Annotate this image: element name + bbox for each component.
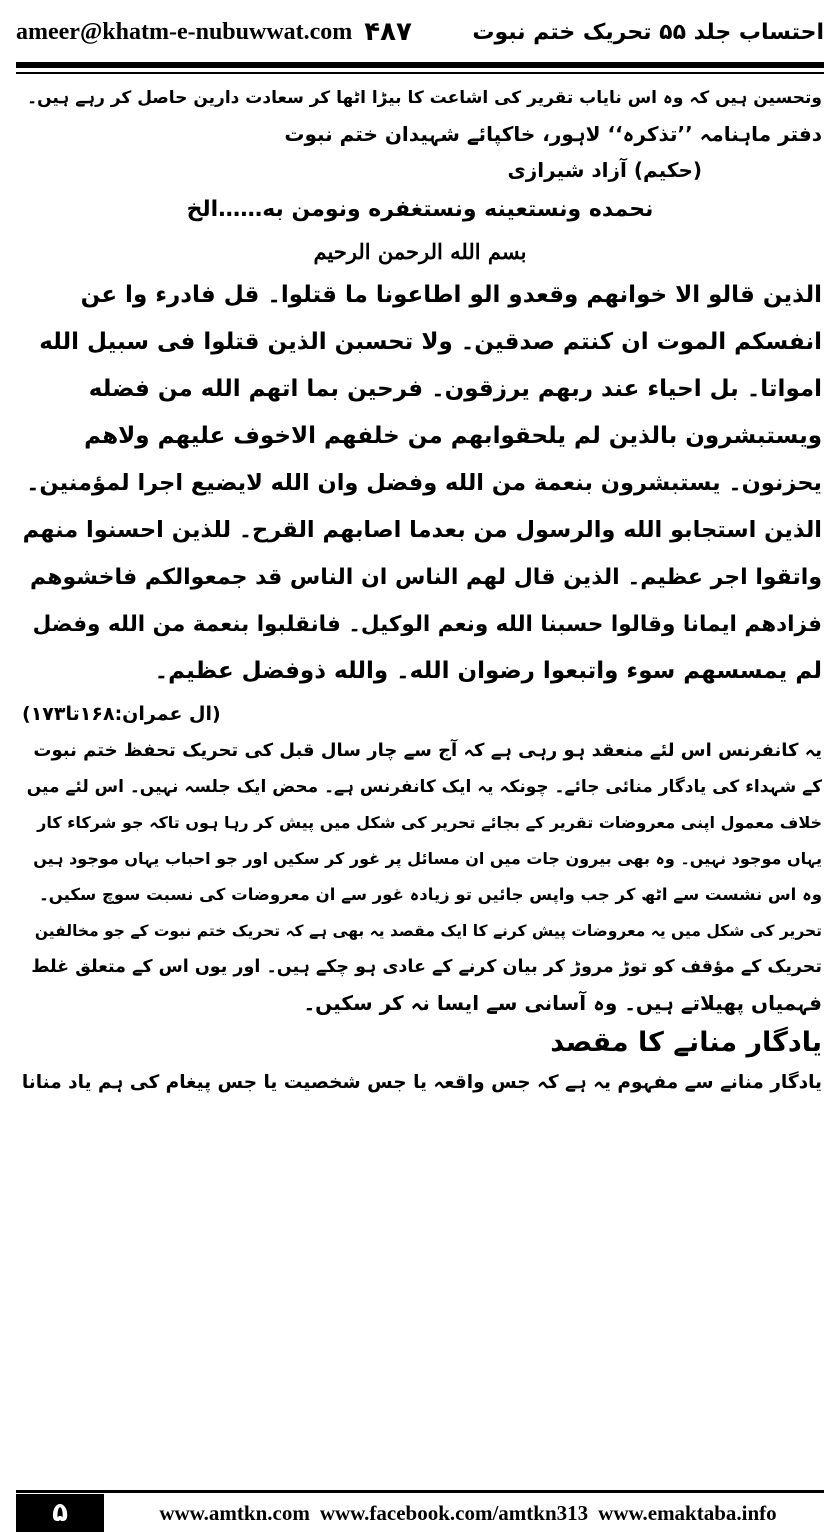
footer-link-facebook[interactable]: www.facebook.com/amtkn313: [319, 1500, 589, 1525]
body-line: یہاں موجود نہیں۔ وہ بھی بیرون جات میں ان مسائل پر غور کر سکیں اور جو احباب یہاں موجود ہیں: [33, 849, 822, 868]
intro-signature: (حکیم) آزاد شیرازی: [507, 158, 702, 182]
basmala: بسم الله الرحمن الرحيم: [313, 239, 527, 264]
footer-links: [112, 1494, 824, 1532]
body-line: خلاف معمول اپنی معروضات تقریر کے بجائے تحریر کی شکل میں پیش کر رہا ہوں تاکہ جو شرکاء کار: [37, 813, 822, 832]
body-line: کے شہداء کی یادگار منائی جائے۔ چونکہ یہ ایک کانفرنس ہے۔ محض ایک جلسہ نہیں۔ اس لئے میں: [26, 777, 822, 797]
intro-line: وتحسین ہیں کہ وہ اس نایاب تقریر کی اشاعت کا بیڑا اٹھا کر سعادت دارین حاصل کر رہے ہیں۔: [27, 88, 822, 108]
body-line: تحریک کے مؤقف کو توڑ مروڑ کر بیان کرنے کے عادی ہو چکے ہیں۔ اور یوں اس کے متعلق غلط: [31, 957, 822, 977]
ayat-line: فزادهم ايمانا وقالوا حسبنا الله ونعم الوكيل۔ فانقلبوا بنعمة من الله وفضل: [32, 612, 822, 637]
last-line: یادگار منانے سے مفہوم یہ ہے کہ جس واقعہ یا جس شخصیت یا جس پیغام کی ہم یاد منانا: [21, 1072, 822, 1093]
footer-page-number: ۵: [16, 1494, 104, 1532]
header-rule-thick: [16, 62, 824, 68]
section-heading: یادگار منانے کا مقصد: [550, 1027, 822, 1058]
page-header: [16, 8, 824, 56]
header-page-number: ۴۸۷: [364, 17, 412, 47]
intro-office: دفتر ماہنامہ ’’تذکرہ‘‘ لاہور، خاکپائے شہیدان ختم نبوت: [284, 122, 822, 146]
body-line: فہمیاں پھیلاتے ہیں۔ وہ آسانی سے ایسا نہ کر سکیں۔: [303, 991, 822, 1015]
ayat-line: الذين قالو الا خوانهم وقعدو الو اطاعونا ما قتلوا۔ قل فادرء وا عن: [80, 282, 822, 308]
ayat-line: يحزنون۔ يستبشرون بنعمة من الله وفضل وان الله لايضيع اجرا لمؤمنين۔: [26, 470, 822, 496]
header-book-title: احتساب جلد ۵۵ تحریک ختم نبوت: [472, 19, 824, 45]
page-footer: [16, 1490, 824, 1534]
body-paragraph: [18, 733, 822, 1021]
ayat-line: الذين استجابو الله والرسول من بعدما اصابهم القرح۔ للذين احسنوا منهم: [22, 517, 822, 543]
ayat-line: امواتا۔ بل احياء عند ربهم يرزقون۔ فرحين بما اتهم الله من فضله: [88, 376, 822, 402]
footer-rule: [16, 1490, 824, 1493]
footer-link-emaktaba[interactable]: www.emaktaba.info: [598, 1500, 777, 1525]
body-line: یہ کانفرنس اس لئے منعقد ہو رہی ہے کہ آج سے چار سال قبل کی تحریک تحفظ ختم نبوت: [33, 740, 822, 761]
body-line: وہ اس نشست سے اٹھ کر جب واپس جائیں تو زیادہ غور سے ان معروضات کی نسبت سوچ سکیں۔: [39, 885, 822, 904]
ayat-block: [18, 272, 822, 695]
quran-reference: (ال عمران:۱۶۸تا۱۷۳): [22, 703, 221, 725]
header-email[interactable]: ameer@khatm-e-nubuwwat.com: [16, 18, 353, 45]
ayat-line: واتقوا اجر عظيم۔ الذين قال لهم الناس ان الناس قد جمعوالكم فاخشوهم: [29, 565, 822, 590]
body-line: تحریر کی شکل میں یہ معروضات پیش کرنے کا ایک مقصد یہ بھی ہے کہ تحریک ختم نبوت کے جو مخالفین: [34, 922, 822, 940]
header-left: [16, 17, 412, 47]
page-body: [18, 80, 822, 1101]
footer-link-amtkn[interactable]: www.amtkn.com: [159, 1500, 310, 1525]
ayat-line: لم يمسسهم سوء واتبعوا رضوان الله۔ والله ذوفضل عظيم۔: [154, 658, 822, 684]
header-rule-thin: [16, 72, 824, 74]
ayat-line: ويستبشرون بالذين لم يلحقوابهم من خلفهم الاخوف عليهم ولاهم: [84, 423, 822, 449]
hamd-line: نحمده ونستعينه ونستغفره ونومن به……الخ: [186, 197, 654, 222]
ayat-line: انفسكم الموت ان كنتم صدقين۔ ولا تحسبن الذين قتلوا فى سبيل الله: [39, 329, 822, 355]
